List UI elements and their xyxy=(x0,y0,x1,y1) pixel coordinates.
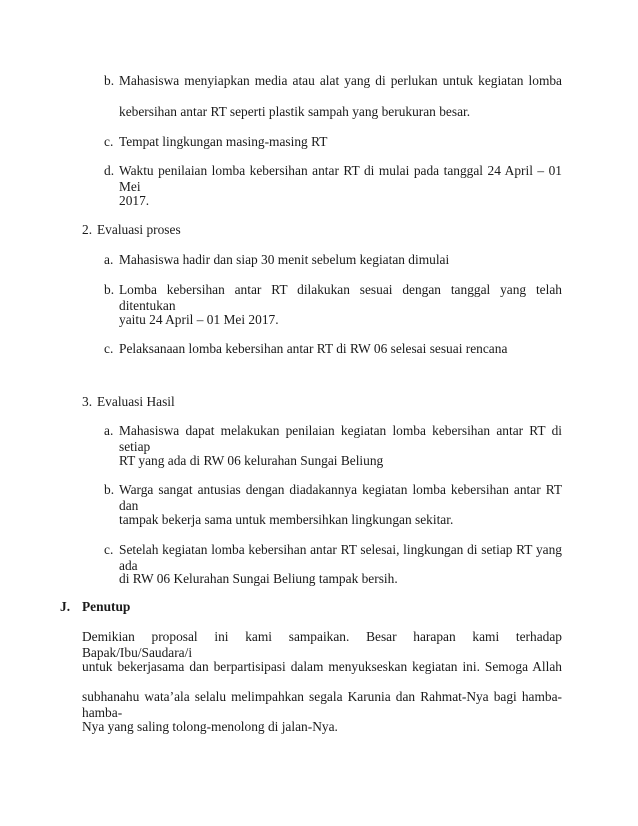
list-item-line: tampak bekerja sama untuk membersihkan lingkungan sekitar. xyxy=(119,512,454,527)
paragraph-line: Demikian proposal ini kami sampaikan. Besar harapan kami terhadap Bapak/Ibu/Saudara/i xyxy=(82,629,562,660)
list-item-line: Lomba kebersihan antar RT dilakukan sesuai dengan tanggal yang telah ditentukan xyxy=(119,282,562,313)
list-item-line: Waktu penilaian lomba kebersihan antar RT di mulai pada tanggal 24 April – 01 Mei xyxy=(119,163,562,194)
list-marker: c. xyxy=(104,341,114,356)
list-item-line: Setelah kegiatan lomba kebersihan antar RT selesai, lingkungan di setiap RT yang ada xyxy=(119,542,562,573)
paragraph-line: subhanahu wata’ala selalu melimpahkan segala Karunia dan Rahmat-Nya bagi hamba-hamba- xyxy=(82,689,562,720)
list-item-line: Tempat lingkungan masing-masing RT xyxy=(119,134,328,149)
list-marker: a. xyxy=(104,423,114,438)
list-item-line: kebersihan antar RT seperti plastik sampah yang berukuran besar. xyxy=(119,104,471,119)
chapter-heading: Penutup xyxy=(82,599,131,614)
paragraph-line: Nya yang saling tolong-menolong di jalan-Nya. xyxy=(82,719,338,734)
paragraph-line: untuk bekerjasama dan berpartisipasi dalam menyukseskan kegiatan ini. Semoga Allah xyxy=(82,659,562,674)
section-number: 3. xyxy=(82,394,93,409)
list-item-line: 2017. xyxy=(119,193,150,208)
section-heading: Evaluasi proses xyxy=(97,222,181,237)
list-item-line: Warga sangat antusias dengan diadakannya kegiatan lomba kebersihan antar RT dan xyxy=(119,482,562,513)
list-marker: c. xyxy=(104,134,114,149)
list-item-line: Mahasiswa dapat melakukan penilaian kegiatan lomba kebersihan antar RT di setiap xyxy=(119,423,562,454)
list-marker: b. xyxy=(104,73,115,88)
list-item-line: Pelaksanaan lomba kebersihan antar RT di RW 06 selesai sesuai rencana xyxy=(119,341,508,356)
list-marker: d. xyxy=(104,163,115,178)
chapter-letter: J. xyxy=(60,599,71,614)
list-item-line: di RW 06 Kelurahan Sungai Beliung tampak bersih. xyxy=(119,571,398,586)
section-heading: Evaluasi Hasil xyxy=(97,394,175,409)
list-marker: b. xyxy=(104,482,115,497)
list-marker: c. xyxy=(104,542,114,557)
list-marker: b. xyxy=(104,282,115,297)
list-item-line: yaitu 24 April – 01 Mei 2017. xyxy=(119,312,279,327)
list-item-line: RT yang ada di RW 06 kelurahan Sungai Beliung xyxy=(119,453,384,468)
section-number: 2. xyxy=(82,222,93,237)
list-item-line: Mahasiswa menyiapkan media atau alat yang di perlukan untuk kegiatan lomba xyxy=(119,73,562,88)
list-marker: a. xyxy=(104,252,114,267)
list-item-line: Mahasiswa hadir dan siap 30 menit sebelum kegiatan dimulai xyxy=(119,252,450,267)
